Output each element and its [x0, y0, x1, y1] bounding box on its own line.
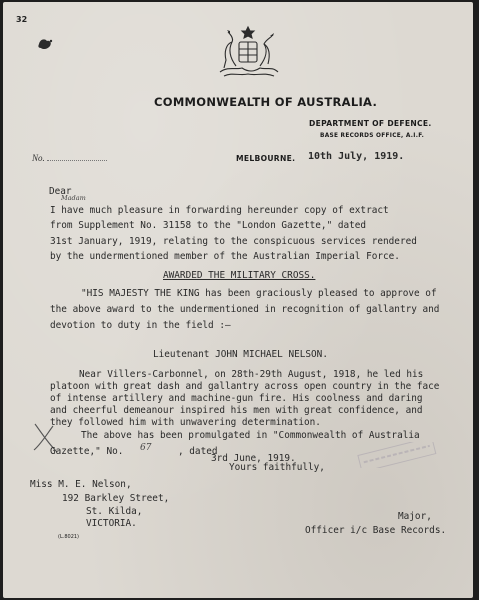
ink-blot [37, 38, 53, 50]
gazette-number: 67 [140, 443, 152, 453]
address-state: VICTORIA. [86, 518, 137, 529]
recipient-officer-name: Lieutenant JOHN MICHAEL NELSON. [153, 349, 328, 360]
office-line: BASE RECORDS OFFICE, A.I.F. [320, 133, 425, 139]
address-name: Miss M. E. Nelson, [30, 479, 132, 490]
approval-line-3: devotion to duty in the field :— [50, 320, 231, 331]
faded-stamp [355, 442, 440, 468]
citation-line-4: and cheerful demeanour inspired his men with great confidence, and [50, 405, 423, 416]
citation-line-2: platoon with great dash and gallantry across open country in the face [50, 381, 440, 392]
citation-line-3: of intense artillery and machine-gun fire. His coolness and daring [50, 393, 423, 404]
letterhead-title: COMMONWEALTH OF AUSTRALIA. [154, 95, 378, 109]
gazette-date: 3rd June, 1919. [211, 453, 296, 464]
intro-line-3: 31st January, 1919, relating to the conspicuous services rendered [50, 236, 417, 247]
intro-line-2: from Supplement No. 31158 to the "London Gazette," dated [50, 220, 367, 231]
reference-number [32, 152, 107, 163]
gazette-dated-label: , dated [178, 446, 218, 457]
reference-label: No. [32, 153, 45, 163]
award-heading: AWARDED THE MILITARY CROSS. [163, 270, 316, 281]
coat-of-arms-icon [208, 24, 288, 84]
form-code: (L.8021) [58, 534, 80, 540]
place-label: MELBOURNE. [236, 154, 296, 163]
closing: Yours faithfully, [229, 462, 325, 473]
reference-blank [47, 152, 107, 161]
promulgated-line-1: The above has been promulgated in "Commonwealth of Australia [81, 430, 420, 441]
gazette-no-label: Gazette," No. [50, 446, 124, 457]
salutation-handwritten-name: Madam [61, 194, 86, 202]
approval-line-1: "HIS MAJESTY THE KING has been graciously pleased to approve of [81, 288, 437, 299]
letter-page [3, 2, 473, 598]
address-suburb: St. Kilda, [86, 506, 143, 517]
letter-date: 10th July, 1919. [308, 151, 405, 162]
signatory-office: Officer i/c Base Records. [305, 525, 447, 536]
citation-line-5: they followed him with unwavering determination. [50, 417, 321, 428]
page-mark: 32 [16, 15, 28, 24]
citation-line-1: Near Villers-Carbonnel, on 28th-29th August, 1918, he led his [79, 369, 424, 380]
signatory-rank: Major, [398, 511, 432, 522]
intro-line-4: by the undermentioned member of the Australian Imperial Force. [50, 251, 400, 262]
intro-line-1: I have much pleasure in forwarding hereunder copy of extract [50, 205, 389, 216]
department-line: DEPARTMENT OF DEFENCE. [309, 119, 432, 128]
promulgated-line-2 [50, 446, 123, 457]
approval-line-2: the above award to the undermentioned in recognition of gallantry and [50, 304, 440, 315]
salutation: Dear [49, 186, 72, 197]
address-street: 192 Barkley Street, [62, 493, 170, 504]
